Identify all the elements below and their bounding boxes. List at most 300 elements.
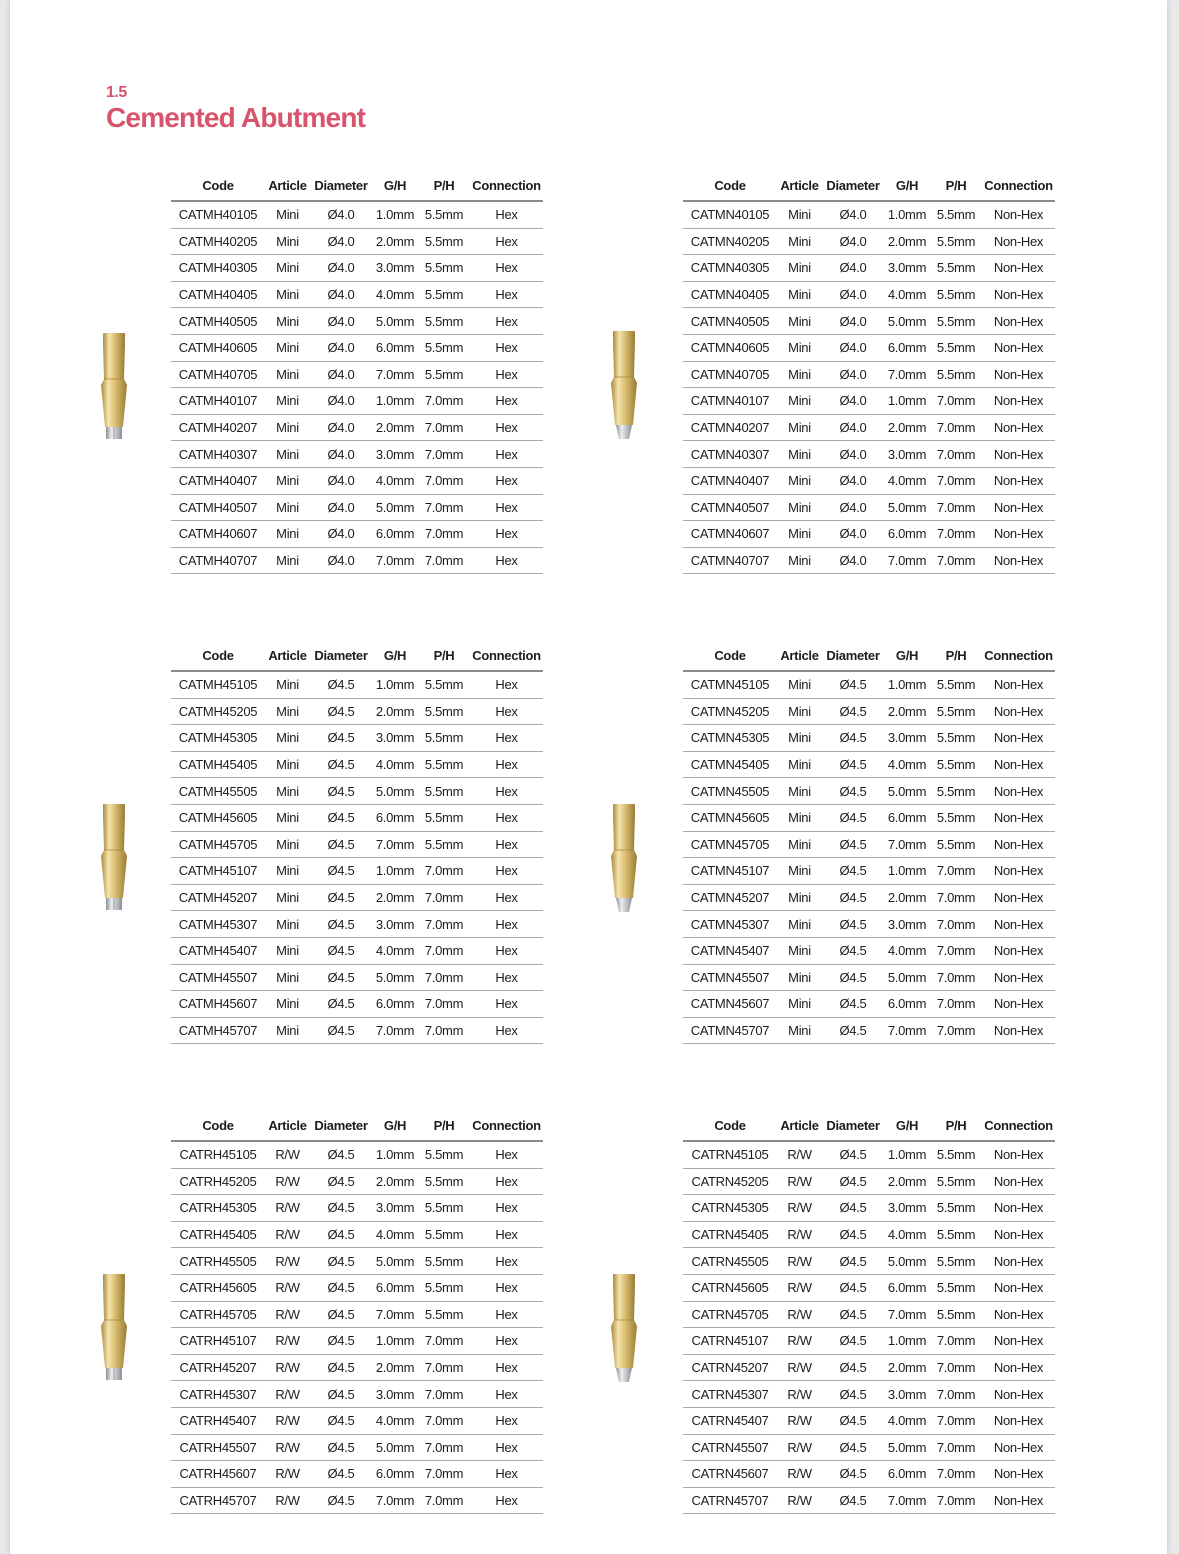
table-cell: 2.0mm xyxy=(884,1168,930,1195)
table-cell: 7.0mm xyxy=(930,884,982,911)
table-cell: Non-Hex xyxy=(982,1274,1055,1301)
table-cell: CATMN40307 xyxy=(683,441,777,468)
table-cell: 6.0mm xyxy=(884,804,930,831)
table-cell: CATRN45707 xyxy=(683,1487,777,1514)
table-cell: Ø4.5 xyxy=(310,1461,372,1488)
table-row xyxy=(683,1274,1055,1301)
table-cell: Mini xyxy=(265,778,310,805)
table-cell: Mini xyxy=(265,388,310,415)
table-cell: R/W xyxy=(265,1328,310,1355)
table-cell: 7.0mm xyxy=(418,388,470,415)
column-header: Article xyxy=(777,640,822,671)
table-cell: R/W xyxy=(777,1434,822,1461)
table-row xyxy=(683,1168,1055,1195)
table-cell: Ø4.5 xyxy=(310,1195,372,1222)
table-cell: Mini xyxy=(777,991,822,1018)
table-cell: CATMN40407 xyxy=(683,467,777,494)
table-cell: CATRN45107 xyxy=(683,1328,777,1355)
table-cell: CATMH45705 xyxy=(171,831,265,858)
table-cell: Mini xyxy=(265,308,310,335)
table-cell: Mini xyxy=(265,884,310,911)
table-cell: CATRN45305 xyxy=(683,1195,777,1222)
table-cell: 5.5mm xyxy=(930,1248,982,1275)
column-header: P/H xyxy=(930,1110,982,1141)
table-row xyxy=(171,388,543,415)
table-cell: Ø4.5 xyxy=(310,884,372,911)
table-cell: CATMH45407 xyxy=(171,937,265,964)
table-cell: Non-Hex xyxy=(982,414,1055,441)
table-cell: Ø4.0 xyxy=(822,547,884,574)
table-cell: CATMH45607 xyxy=(171,991,265,1018)
table-cell: CATMN40305 xyxy=(683,255,777,282)
table-cell: 1.0mm xyxy=(372,671,418,698)
table-cell: R/W xyxy=(265,1434,310,1461)
table-cell: CATMN40607 xyxy=(683,521,777,548)
table-cell: Ø4.5 xyxy=(310,804,372,831)
table-cell: Ø4.0 xyxy=(310,441,372,468)
table-cell: Mini xyxy=(265,281,310,308)
column-header: Article xyxy=(265,170,310,201)
table-cell: Ø4.5 xyxy=(310,671,372,698)
table-cell: 3.0mm xyxy=(884,441,930,468)
table-row xyxy=(171,751,543,778)
table-cell: 7.0mm xyxy=(418,1407,470,1434)
table-cell: Hex xyxy=(470,1248,543,1275)
table-cell: Non-Hex xyxy=(982,1301,1055,1328)
table-row xyxy=(171,281,543,308)
table-cell: CATMN45205 xyxy=(683,698,777,725)
table-row xyxy=(683,494,1055,521)
table-cell: 5.5mm xyxy=(930,1195,982,1222)
table-cell: Hex xyxy=(470,1141,543,1168)
table-cell: Mini xyxy=(265,547,310,574)
table-cell: Ø4.0 xyxy=(310,547,372,574)
table-cell: Non-Hex xyxy=(982,725,1055,752)
column-header: P/H xyxy=(930,640,982,671)
table-cell: R/W xyxy=(265,1354,310,1381)
spec-table xyxy=(683,1110,1055,1514)
table-cell: Non-Hex xyxy=(982,1461,1055,1488)
table-cell: Ø4.0 xyxy=(310,467,372,494)
table-cell: Non-Hex xyxy=(982,858,1055,885)
table-cell: Ø4.5 xyxy=(822,698,884,725)
table-cell: 2.0mm xyxy=(884,698,930,725)
table-cell: 7.0mm xyxy=(930,494,982,521)
table-cell: 5.5mm xyxy=(418,778,470,805)
table-cell: Non-Hex xyxy=(982,911,1055,938)
table-cell: CATMH45307 xyxy=(171,911,265,938)
table-cell: 7.0mm xyxy=(372,1017,418,1044)
table-cell: 7.0mm xyxy=(418,911,470,938)
table-cell: R/W xyxy=(265,1487,310,1514)
table-cell: 7.0mm xyxy=(418,937,470,964)
table-cell: Mini xyxy=(265,467,310,494)
column-header: P/H xyxy=(418,1110,470,1141)
table-row xyxy=(683,547,1055,574)
table-cell: 7.0mm xyxy=(418,991,470,1018)
table-cell: Ø4.5 xyxy=(310,778,372,805)
table-cell: 5.5mm xyxy=(418,1248,470,1275)
catalog-page xyxy=(10,0,1167,1554)
table-cell: 2.0mm xyxy=(372,1168,418,1195)
table-cell: 7.0mm xyxy=(372,1487,418,1514)
table-row xyxy=(171,494,543,521)
table-cell: Hex xyxy=(470,671,543,698)
table-cell: 5.5mm xyxy=(418,1274,470,1301)
table-cell: 5.5mm xyxy=(930,361,982,388)
table-cell: 7.0mm xyxy=(930,1381,982,1408)
table-cell: 5.5mm xyxy=(930,725,982,752)
table-cell: Mini xyxy=(777,547,822,574)
table-cell: Ø4.5 xyxy=(310,858,372,885)
table-row xyxy=(683,388,1055,415)
table-cell: Mini xyxy=(777,937,822,964)
table-cell: 3.0mm xyxy=(372,911,418,938)
table-cell: Mini xyxy=(777,255,822,282)
table-cell: 7.0mm xyxy=(884,1017,930,1044)
table-cell: 4.0mm xyxy=(372,751,418,778)
table-cell: Non-Hex xyxy=(982,751,1055,778)
table-cell: R/W xyxy=(265,1168,310,1195)
table-cell: 7.0mm xyxy=(418,414,470,441)
table-cell: 7.0mm xyxy=(418,858,470,885)
table-cell: CATMH45605 xyxy=(171,804,265,831)
table-row xyxy=(683,255,1055,282)
table-cell: CATMH45305 xyxy=(171,725,265,752)
table-cell: 5.5mm xyxy=(418,1168,470,1195)
table-cell: 6.0mm xyxy=(884,991,930,1018)
table-header-row xyxy=(171,640,543,671)
hex-abutment-icon xyxy=(97,1272,131,1384)
table-cell: Hex xyxy=(470,494,543,521)
table-row xyxy=(171,1301,543,1328)
table-cell: Mini xyxy=(777,494,822,521)
table-row xyxy=(171,831,543,858)
table-cell: CATRN45205 xyxy=(683,1168,777,1195)
table-cell: Hex xyxy=(470,1274,543,1301)
table-cell: 1.0mm xyxy=(884,1141,930,1168)
table-row xyxy=(683,725,1055,752)
table-cell: 7.0mm xyxy=(930,414,982,441)
table-cell: Mini xyxy=(265,361,310,388)
table-cell: 2.0mm xyxy=(372,414,418,441)
table-cell: Ø4.5 xyxy=(310,1487,372,1514)
table-cell: Ø4.5 xyxy=(822,884,884,911)
table-cell: CATRH45405 xyxy=(171,1221,265,1248)
table-row xyxy=(683,308,1055,335)
table-cell: Non-Hex xyxy=(982,804,1055,831)
table-cell: 5.5mm xyxy=(418,228,470,255)
table-cell: Ø4.0 xyxy=(822,441,884,468)
table-row xyxy=(683,804,1055,831)
table-cell: Ø4.0 xyxy=(310,255,372,282)
table-cell: Hex xyxy=(470,1017,543,1044)
table-cell: Mini xyxy=(777,698,822,725)
table-cell: 1.0mm xyxy=(884,671,930,698)
table-cell: Ø4.0 xyxy=(822,308,884,335)
table-cell: Ø4.5 xyxy=(822,1168,884,1195)
table-cell: 5.5mm xyxy=(930,804,982,831)
table-cell: CATRN45505 xyxy=(683,1248,777,1275)
table-cell: Non-Hex xyxy=(982,494,1055,521)
table-cell: Hex xyxy=(470,1487,543,1514)
table-cell: Ø4.5 xyxy=(822,1141,884,1168)
table-row xyxy=(171,1168,543,1195)
table-cell: Ø4.5 xyxy=(822,1381,884,1408)
table-cell: 1.0mm xyxy=(884,201,930,228)
table-cell: Mini xyxy=(265,698,310,725)
column-header: Article xyxy=(777,170,822,201)
table-cell: CATMH40205 xyxy=(171,228,265,255)
nonhex-abutment-icon xyxy=(607,329,641,441)
table-cell: CATMN40107 xyxy=(683,388,777,415)
table-cell: 6.0mm xyxy=(884,521,930,548)
table-cell: R/W xyxy=(777,1381,822,1408)
table-cell: Mini xyxy=(265,1017,310,1044)
table-cell: Ø4.5 xyxy=(822,1017,884,1044)
table-cell: R/W xyxy=(777,1407,822,1434)
table-cell: CATMN40405 xyxy=(683,281,777,308)
table-row xyxy=(171,1381,543,1408)
table-row xyxy=(683,414,1055,441)
table-cell: 1.0mm xyxy=(372,1141,418,1168)
table-row xyxy=(683,778,1055,805)
table-cell: 5.5mm xyxy=(930,255,982,282)
table-header-row xyxy=(683,170,1055,201)
table-cell: Ø4.5 xyxy=(822,778,884,805)
table-cell: Hex xyxy=(470,521,543,548)
table-cell: CATMN40605 xyxy=(683,334,777,361)
table-cell: Ø4.5 xyxy=(822,831,884,858)
column-header: Diameter xyxy=(822,170,884,201)
table-cell: Mini xyxy=(777,964,822,991)
table-cell: CATMH45405 xyxy=(171,751,265,778)
table-cell: 5.5mm xyxy=(930,201,982,228)
table-row xyxy=(171,991,543,1018)
table-cell: Non-Hex xyxy=(982,467,1055,494)
table-cell: Ø4.0 xyxy=(822,388,884,415)
table-cell: CATMN45207 xyxy=(683,884,777,911)
table-cell: 5.5mm xyxy=(418,1301,470,1328)
table-cell: R/W xyxy=(777,1301,822,1328)
table-cell: 5.5mm xyxy=(930,228,982,255)
table-cell: 2.0mm xyxy=(372,698,418,725)
table-cell: 7.0mm xyxy=(930,858,982,885)
table-cell: 1.0mm xyxy=(372,388,418,415)
table-cell: 4.0mm xyxy=(884,1221,930,1248)
table-cell: Ø4.5 xyxy=(310,1168,372,1195)
section-title: Cemented Abutment xyxy=(106,102,366,133)
table-cell: Ø4.5 xyxy=(822,1461,884,1488)
table-cell: 7.0mm xyxy=(418,467,470,494)
table-cell: Hex xyxy=(470,778,543,805)
table-row xyxy=(683,858,1055,885)
table-cell: CATMH40107 xyxy=(171,388,265,415)
table-cell: Mini xyxy=(265,521,310,548)
table-cell: 2.0mm xyxy=(372,1354,418,1381)
table-cell: 1.0mm xyxy=(372,858,418,885)
table-cell: Hex xyxy=(470,228,543,255)
table-cell: R/W xyxy=(777,1354,822,1381)
table-cell: Ø4.5 xyxy=(310,1221,372,1248)
table-cell: 4.0mm xyxy=(884,1407,930,1434)
table-row xyxy=(171,937,543,964)
table-cell: 6.0mm xyxy=(884,1274,930,1301)
column-header: P/H xyxy=(930,170,982,201)
column-header: Connection xyxy=(470,1110,543,1141)
table-row xyxy=(683,1017,1055,1044)
hex-abutment-icon xyxy=(97,802,131,914)
table-cell: 4.0mm xyxy=(884,751,930,778)
table-cell: Mini xyxy=(265,804,310,831)
table-cell: R/W xyxy=(265,1221,310,1248)
table-cell: 7.0mm xyxy=(372,547,418,574)
table-cell: 5.5mm xyxy=(930,831,982,858)
table-cell: Mini xyxy=(265,991,310,1018)
table-cell: 7.0mm xyxy=(930,388,982,415)
table-cell: Non-Hex xyxy=(982,1248,1055,1275)
table-cell: Hex xyxy=(470,937,543,964)
table-row xyxy=(171,778,543,805)
table-cell: Ø4.0 xyxy=(822,467,884,494)
table-row xyxy=(171,1195,543,1222)
table-cell: 7.0mm xyxy=(372,1301,418,1328)
section-number: 1.5 xyxy=(106,84,127,101)
table-cell: Mini xyxy=(265,751,310,778)
table-cell: R/W xyxy=(265,1141,310,1168)
table-cell: CATRH45105 xyxy=(171,1141,265,1168)
table-cell: 7.0mm xyxy=(884,1487,930,1514)
table-cell: 5.0mm xyxy=(372,1434,418,1461)
table-cell: Ø4.0 xyxy=(822,521,884,548)
table-cell: 5.5mm xyxy=(418,1221,470,1248)
table-cell: R/W xyxy=(777,1274,822,1301)
table-cell: CATMH40207 xyxy=(171,414,265,441)
table-cell: 2.0mm xyxy=(372,884,418,911)
table-cell: 5.5mm xyxy=(930,334,982,361)
table-cell: CATMN45605 xyxy=(683,804,777,831)
table-row xyxy=(171,1248,543,1275)
table-cell: CATMH40405 xyxy=(171,281,265,308)
table-cell: Non-Hex xyxy=(982,1328,1055,1355)
table-cell: CATMN45305 xyxy=(683,725,777,752)
table-cell: 7.0mm xyxy=(418,547,470,574)
table-cell: Hex xyxy=(470,1354,543,1381)
column-header: Article xyxy=(265,640,310,671)
table-cell: 5.5mm xyxy=(418,1141,470,1168)
table-cell: Hex xyxy=(470,725,543,752)
table-cell: CATMH45107 xyxy=(171,858,265,885)
table-cell: 7.0mm xyxy=(930,1354,982,1381)
table-cell: Mini xyxy=(777,334,822,361)
table-cell: Mini xyxy=(777,804,822,831)
table-row xyxy=(171,1434,543,1461)
table-cell: 7.0mm xyxy=(930,911,982,938)
table-cell: 5.5mm xyxy=(418,255,470,282)
table-cell: R/W xyxy=(265,1248,310,1275)
column-header: Connection xyxy=(982,640,1055,671)
spec-table xyxy=(171,170,543,574)
table-cell: Mini xyxy=(777,414,822,441)
table-cell: CATRH45507 xyxy=(171,1434,265,1461)
table-cell: Non-Hex xyxy=(982,228,1055,255)
table-cell: R/W xyxy=(265,1301,310,1328)
table-cell: 3.0mm xyxy=(372,725,418,752)
table-cell: CATRN45307 xyxy=(683,1381,777,1408)
table-cell: Ø4.0 xyxy=(310,388,372,415)
table-cell: 5.0mm xyxy=(884,494,930,521)
hex-abutment-icon xyxy=(97,331,131,443)
table-cell: Mini xyxy=(265,831,310,858)
table-cell: Mini xyxy=(265,494,310,521)
table-cell: Mini xyxy=(777,751,822,778)
table-cell: 6.0mm xyxy=(372,334,418,361)
table-cell: Mini xyxy=(777,671,822,698)
table-cell: Mini xyxy=(265,441,310,468)
table-header-row xyxy=(683,1110,1055,1141)
table-cell: CATMN45507 xyxy=(683,964,777,991)
table-row xyxy=(171,1017,543,1044)
table-cell: CATRH45307 xyxy=(171,1381,265,1408)
table-cell: 7.0mm xyxy=(418,1354,470,1381)
table-cell: 4.0mm xyxy=(372,1221,418,1248)
table-cell: Non-Hex xyxy=(982,1195,1055,1222)
table-cell: 7.0mm xyxy=(418,1017,470,1044)
table-cell: Non-Hex xyxy=(982,884,1055,911)
table-cell: Ø4.5 xyxy=(310,1434,372,1461)
table-cell: Hex xyxy=(470,281,543,308)
table-cell: Ø4.5 xyxy=(310,1381,372,1408)
table-cell: 7.0mm xyxy=(418,441,470,468)
table-row xyxy=(683,334,1055,361)
table-row xyxy=(683,1248,1055,1275)
column-header: Connection xyxy=(470,640,543,671)
table-cell: 5.5mm xyxy=(930,698,982,725)
table-cell: Non-Hex xyxy=(982,521,1055,548)
table-cell: 1.0mm xyxy=(884,1328,930,1355)
table-cell: CATMH45205 xyxy=(171,698,265,725)
table-cell: Mini xyxy=(777,521,822,548)
table-cell: Non-Hex xyxy=(982,388,1055,415)
table-cell: Mini xyxy=(777,778,822,805)
table-cell: Non-Hex xyxy=(982,281,1055,308)
table-cell: R/W xyxy=(777,1195,822,1222)
table-cell: 7.0mm xyxy=(418,1461,470,1488)
table-row xyxy=(171,308,543,335)
table-cell: 4.0mm xyxy=(372,1407,418,1434)
spec-table xyxy=(171,1110,543,1514)
table-cell: Ø4.0 xyxy=(822,494,884,521)
table-cell: Non-Hex xyxy=(982,334,1055,361)
table-row xyxy=(171,911,543,938)
table-cell: 5.5mm xyxy=(418,698,470,725)
table-row xyxy=(171,1461,543,1488)
column-header: Diameter xyxy=(822,1110,884,1141)
table-cell: 3.0mm xyxy=(372,255,418,282)
table-row xyxy=(683,228,1055,255)
table-cell: CATRN45605 xyxy=(683,1274,777,1301)
table-cell: Hex xyxy=(470,1221,543,1248)
table-cell: 5.5mm xyxy=(930,1141,982,1168)
table-cell: Ø4.5 xyxy=(310,911,372,938)
table-cell: R/W xyxy=(777,1221,822,1248)
table-cell: Hex xyxy=(470,334,543,361)
table-row xyxy=(171,1274,543,1301)
table-cell: CATMN40507 xyxy=(683,494,777,521)
table-cell: CATMH40707 xyxy=(171,547,265,574)
table-cell: Mini xyxy=(265,228,310,255)
column-header: Diameter xyxy=(310,640,372,671)
